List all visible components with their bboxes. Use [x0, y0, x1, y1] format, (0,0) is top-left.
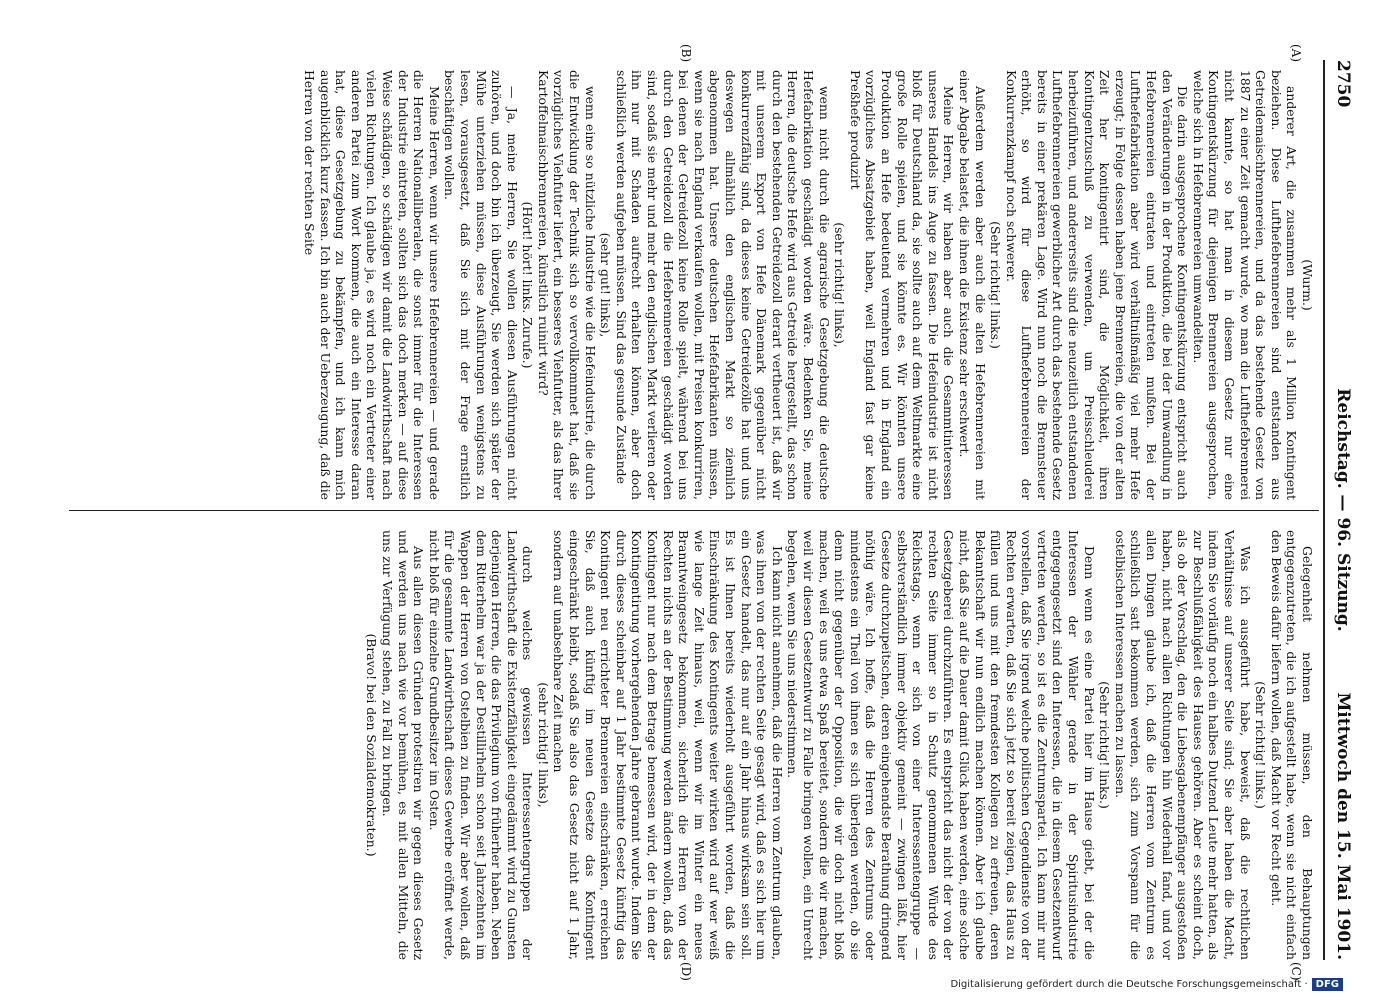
- margin-marker-c: (C): [1289, 962, 1303, 981]
- paragraph: Ich kann nicht annehmen, daß die Herren vom Zentrum glauben, was ihnen von der rechten Seite gesagt wird, daß es sich hier um ein Gesetz handelt, das nur auf ein Jahr hinaus wirksam sein soll. Es ist Ihnen bereits wiederholt ausgeführt worden, daß die Einschränkung des Kontingents weiter wirken wird auf wer weiß wie lange Zeit hinaus, weil, wenn wir im Winter ein neues Branntweingesetz bekommen, sicherlich die Herren von der Rechten nichts an der Bestimmung werden ändern wollen, daß das Kontingent nur nach dem Betrage bemessen wird, der in dem der Kontingentirung vorhergehenden Jahre gebrannt wurde. Indem Sie durch dieses scheinbar auf 1 Jahr bestimmte Gesetz künftig das Kontingent neu errichteter Brennereien einschränken, erreichen Sie, daß auch künftig im neuen Gesetze das Kontingent eingeschränkt bleibt, sodaß Sie also das Gesetz nicht auf 1 Jahr, sondern auf unabsehbare Zeit machen: [551, 530, 785, 960]
- paragraph: (Wurm.): [1300, 259, 1315, 311]
- margin-marker-b: (B): [679, 44, 693, 63]
- paragraph: (Hört! hört! links. Zurufe.): [520, 201, 536, 369]
- paragraph: wenn eine so nützliche Industrie wie die Hefeindustrie, die durch die Entwicklung der Technik sich so vervollkommnet hat, daß sie vorzügliches Viehfutter liefert, ein besseres Viehfutter, als das Ihrer Kartoffelmaischbrennereien, künstlich ruinirt wird?: [535, 70, 598, 500]
- page-header: [1323, 60, 1363, 960]
- paragraph: (sehr richtig! links),: [832, 222, 848, 348]
- paragraph: (sehr richtig! links),: [535, 682, 551, 808]
- session-title: Reichstag. — 96. Sitzung.: [1333, 388, 1353, 632]
- dfg-logo: DFG: [1312, 978, 1343, 991]
- paragraph: Denn wenn es eine Partei hier im Hause giebt, bei der die Interessen der Wähler gerade in der Spiritusindustrie entgegengesetzt sind den Interessen, die in diesem Gesetzentwurf vertreten werden, so ist es die Zentrumspartei. Ich kann mir nur vorstellen, daß Sie irgend welche politischen Gegendienste von der Rechten erwarten, daß Sie sich jetzt so bereit zeigen, das Haus zu füllen und uns mit den fremdesten Kollegen zu erfreuen, deren Bekanntschaft wir nun endlich machen können. Aber ich glaube nicht, daß Sie auf die Dauer damit Glück haben werden, eine solche Gesetzgeberei durchzuführen. Es entspricht das nicht der von der rechten Seite immer so in Schutz genommenen Würde des Reichstags, wenn er sich von einer Interessentengruppe — selbstverständlich immer objektiv gemeint — zwingen läßt, hier Gesetze durchzupeitschen, deren eingehendste Berathung dringend nöthig wäre. Ich hoffe, daß die Herren des Zentrums oder mindestens ein Theil von ihnen es sich überlegen werden, ob sie denn nicht gegenüber der Opposition, die wir doch nicht bloß machen, weil es uns etwa Spaß bereitet, sondern die wir machen, weil wir diesen Gesetzentwurf zu Falle bringen wollen, ein Unrecht begehen, wenn Sie uns niederstimmen.: [785, 530, 1097, 960]
- paragraph: Außerdem werden aber auch die alten Hefebrennereien mit einer Abgabe belastet, die ihnen die Existenz sehr erschwert.: [956, 70, 988, 500]
- left-column: [75, 70, 1315, 500]
- session-date: Mittwoch den 15. Mai 1901.: [1333, 692, 1353, 960]
- paragraph: Die darin ausgesprochene Kontingentskürzung entspricht auch den Veränderungen in der Produktion, die bei der Umwandlung in Hefebrennereien eintraten und eintreten mußten. Bei der Lufthefefabrikation aber wird verhältnißmäßig viel mehr Hefe erzeugt; in Folge dessen haben jene Brennereien, die von der alten Zeit her kontingentirt sind, die Möglichkeit, ihren Kontingentzuschuß zu verwenden, um Preisschleuderei herbeizuführen, und andererseits sind die neuzeitlich entstandenen Lufthefebrennereien gewerblicher Art durch das bestehende Gesetz bereits in einer prekären Lage. Wird nun noch die Brennsteuer erhöht, so wird für diese Lufthefebrennereien der Konkurrenzkampf noch schwerer.: [1003, 70, 1191, 500]
- paragraph: Meine Herren, wir haben aber auch die Gesammtinteressen unseres Handels ins Auge zu fassen. Die Hefeindustrie ist nicht bloß für Deutschland da, sie sollte auch auf dem Weltmarkte eine große Rolle spielen, und sie könnte es. Wir könnten unsere Produktion an Hefe bedeutend vermehren und in England ein vorzügliches Absatzgebiet haben, weil England fast gar keine Preßhefe produzirt: [847, 70, 957, 500]
- paragraph: Aus allen diesen Gründen protestiren wir gegen dieses Gesetz und werden uns nach wie vor bemühen, es mit allen Mitteln, die uns zur Verfügung stehen, zu Fall zu bringen.: [379, 530, 427, 960]
- paragraph: Meine Herren, wenn wir unsere Hefebrennereien — und gerade die Herren Nationalliberalen, die sonst immer für die Interessen der Industrie eintreten, sollten sich das doch merken — auf diese Weise schädigen, so schädigen wir damit die Landwirthschaft nach vielen Richtungen. Ich glaube ja, es wird noch ein Vertreter einer anderen Partei zum Wort kommen, die auch ein Interesse daran hat, diese Gesetzgebung zu bekämpfen, und ich kann mich augenblicklich kurz fassen. Ich bin auch der Ueberzeugung, daß die Herren von der rechten Seite: [302, 70, 442, 500]
- column-divider: [69, 510, 1319, 511]
- paragraph: (Sehr richtig! links.): [1253, 681, 1269, 809]
- paragraph: — Ja, meine Herren, Sie wollen diesen Ausführungen nicht zuhören, und doch bin ich überzeugt, Sie werden sich später der Mühe unterziehen müssen, diese Ausführungen wenigstens zu lesen, vorausgesetzt, daß Sie sich mit der Frage ernstlich beschäftigen wollen.: [442, 70, 520, 500]
- paragraph: durch welches gewissen Interessentengruppen der Landwirthschaft die Existenzfähigkeit eingedämmt wird zu Gunsten derjenigen Herren, die das Privilegium von früherher haben. Neben dem Ritterhelm war ja der Destillirhelm schon seit Jahrzehnten im Wappen der Herren von Ostelbien zu finden. Wir aber wollen, daß für die gesammte Landwirthschaft dieses Gewerbe eröffnet werde, nicht bloß für einzelne Grundbesitzer im Osten.: [426, 530, 536, 960]
- margin-marker-a: (A): [1289, 44, 1303, 63]
- paragraph: (Sehr richtig! links.): [988, 221, 1004, 349]
- paragraph: Gelegenheit nehmen müssen, den Behauptungen entgegenzutreten, die ich aufgestellt habe, wenn sie nicht einfach den Beweis dafür liefern wollen, daß Macht vor Recht geht.: [1268, 530, 1315, 960]
- page-number: 2750: [1333, 60, 1353, 108]
- paragraph: (sehr gut! links),: [598, 232, 614, 338]
- paragraph: wenn nicht durch die agrarische Gesetzgebung die deutsche Hefefabrikation geschädigt worden wäre. Bedenken Sie, meine Herren, die deutsche Hefe wird aus Getreide hergestellt, das schon durch den bestehenden Getreidezoll derart vertheuert ist, daß wir mit unserem Export von Hefe Dänemark gegenüber nicht konkurrenzfähig sind, da dieses keine Getreidezölle hat und uns deswegen allmählich den englischen Markt so ziemlich abgenommen hat. Unsere deutschen Hefefabrikanten müssen, wenn sie nach England verkaufen wollen, mit Preisen konkurriren, bei denen der Getreidezoll keine Rolle spielt, während bei uns durch den Getreidezoll die Hefebrennereien geschädigt worden sind, sodaß sie mehr und mehr den englischen Markt verlieren oder ihn nur mit Schaden aufrecht erhalten können, aber doch schließlich werden aufgeben müssen. Sind das gesunde Zustände: [613, 70, 832, 500]
- paragraph: Was ich ausgeführt habe, beweist, daß die rechtlichen Verhältnisse auf unserer Seite sind; Sie aber haben die Macht, indem Sie vorläufig noch ein halbes Dutzend Leute mehr hatten, als zur Beschlußfähigkeit des Hauses gehören. Aber es scheint doch, als ob der Vorschlag, den die Liebesgabenempfänger ausgestoßen haben, nicht nach allen Richtungen hin Wiederhall fand, und vor allen Dingen glaube ich, daß die Herren vom Zentrum es schließlich satt bekommen werden, sich zum Vorspann für die ostelbischen Interessen machen zu lassen.: [1112, 530, 1253, 960]
- right-column: [75, 530, 1315, 960]
- credit-text: Digitalisierung gefördert durch die Deutsche Forschungsgemeinschaft ·: [950, 979, 1308, 990]
- margin-marker-d: (D): [679, 962, 693, 981]
- paragraph: (Sehr richtig! links.): [1097, 681, 1113, 809]
- header-rule: [1323, 60, 1325, 960]
- paragraph: anderer Art, die zusammen mehr als 1 Million Kontingent beziehen. Diese Lufthefebrennereien sind entstanden aus Getreidemaischbrennereien, und da das bestehende Gesetz von 1887 zu einer Zeit gemacht wurde, wo man die Lufthefebrennerei nicht kannte, so hat man in diesem Gesetz nur eine Kontingentskürzung für diejenigen Brennereien ausgesprochen, welche sich in Hefebrennereien umwandelten.: [1190, 70, 1300, 500]
- paragraph: (Bravo! bei den Sozialdemokraten.): [364, 633, 380, 857]
- digitization-credit: [950, 979, 1343, 990]
